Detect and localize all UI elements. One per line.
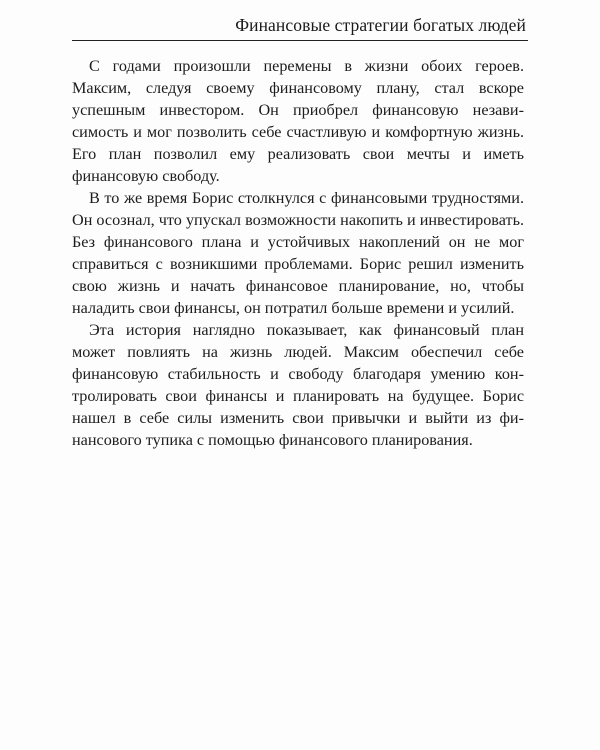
paragraph-2: В то же время Борис столкнулся с финансовыми трудностями. Он осознал, что упускал возможности накопить и инвестировать. Без финансового плана и устойчивых накоплений он не мог справиться с возникшими проблемами. Борис решил изменить свою жизнь и начать финансовое планирование, но, чтобы наладить свои финансы, он потратил больше времени и усилий.: [72, 189, 524, 317]
paragraph-3: Эта история наглядно показывает, как финансовый план может повлиять на жизнь людей. Максим обеспечил себе финансовую стабильность и свободу благодаря умению контролировать свои финансы и планировать на будущее. Борис нашел в себе силы изменить свои привычки и выйти из финансового тупика с помощью финансового планирования.: [72, 321, 524, 449]
paragraph-1: С годами произошли перемены в жизни обоих героев. Максим, следуя своему финансовому плану, стал вскоре успешным инвестором. Он приобрел финансовую независимость и мог позволить себе счастливую и комфортную жизнь. Его план позволил ему реализовать свои мечты и иметь финансовую свободу.: [72, 57, 524, 185]
running-title: Финансовые стратегии богатых людей: [235, 15, 526, 35]
running-header: [72, 10, 528, 41]
body-text: [72, 55, 524, 451]
